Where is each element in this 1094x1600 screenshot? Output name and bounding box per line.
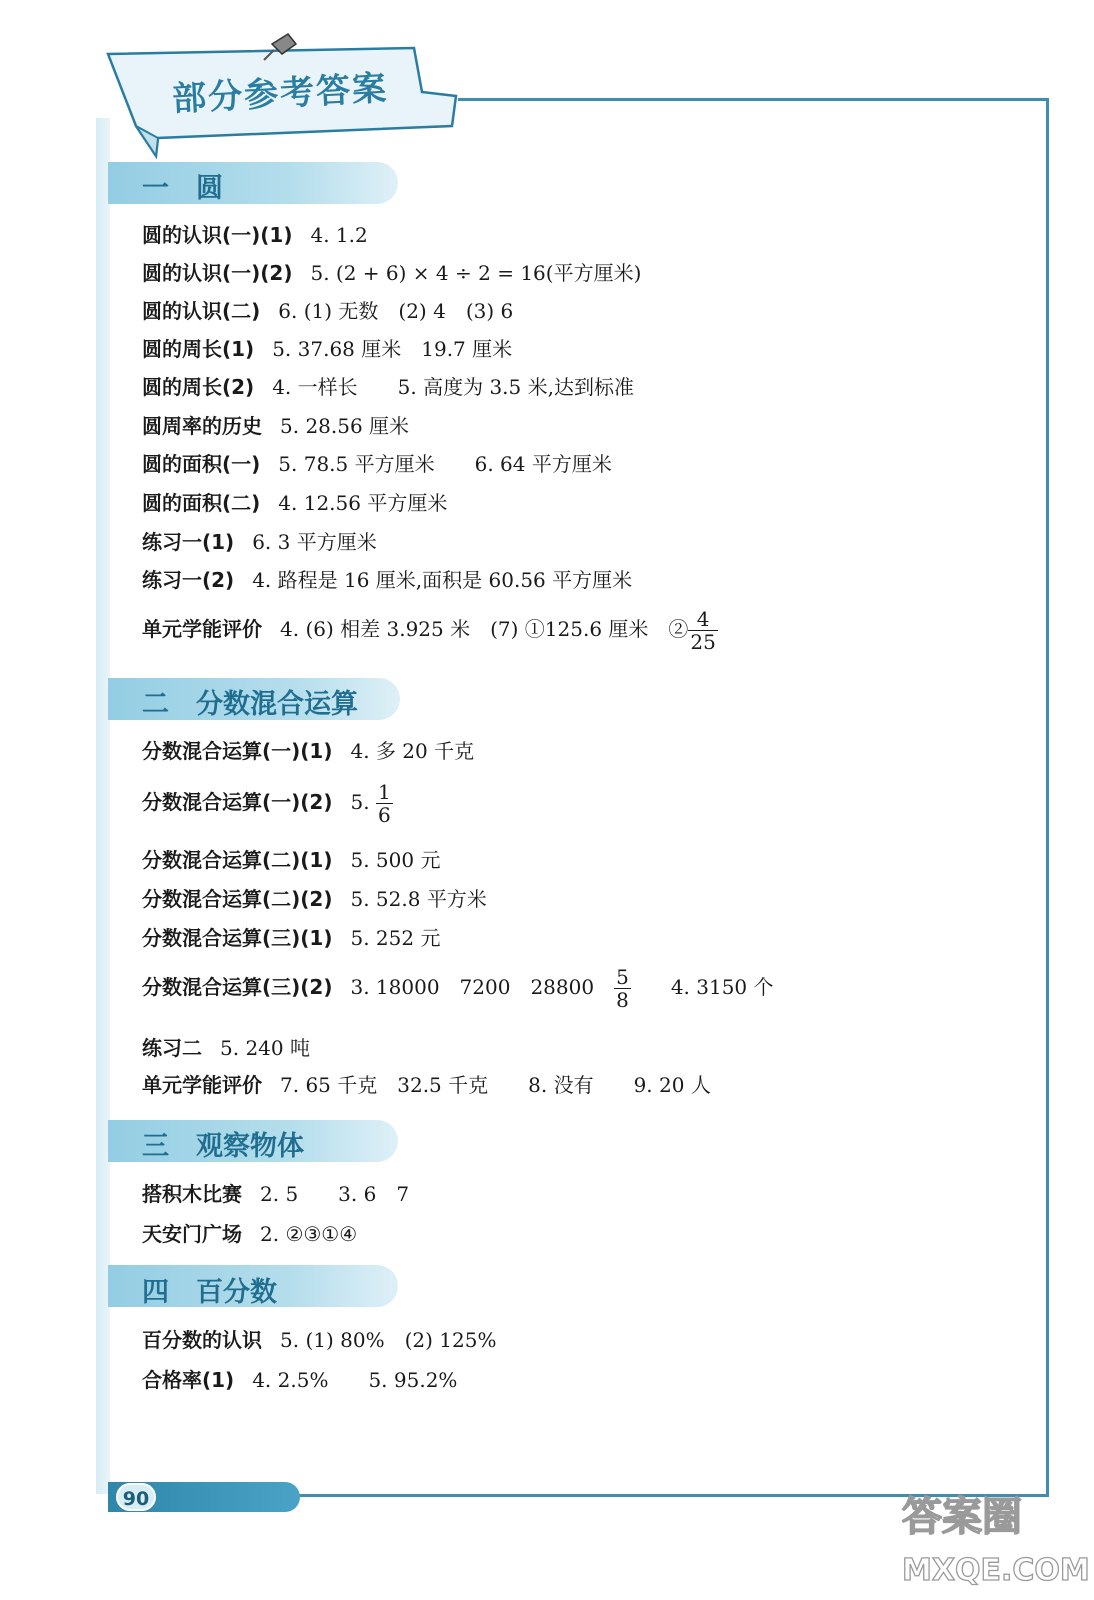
page-title: 部分参考答案 — [171, 68, 390, 120]
list-item — [142, 222, 368, 248]
section-title: 二 分数混合运算 — [142, 689, 358, 720]
item-answer: 5. — [350, 790, 370, 814]
list-item — [142, 925, 440, 951]
item-answer: 5. 28.56 厘米 — [280, 414, 410, 438]
list-item — [142, 529, 377, 555]
item-label: 合格率(1) — [142, 1368, 235, 1392]
fraction: $\frac{4}{25}$ — [690, 607, 716, 654]
item-answer: 5. 78.5 平方厘米 6. 64 平方厘米 — [278, 452, 612, 476]
list-item — [142, 567, 632, 593]
item-answer: 5. 240 吨 — [220, 1036, 310, 1060]
page-top-border — [458, 98, 1049, 101]
item-answer: 4. 路程是 16 厘米,面积是 60.56 平方厘米 — [252, 568, 633, 592]
fraction: $\frac{5}{8}$ — [616, 965, 629, 1012]
section-title: 三 观察物体 — [142, 1131, 304, 1162]
item-label: 百分数的认识 — [142, 1328, 262, 1352]
item-answer: 6. (1) 无数 (2) 4 (3) 6 — [278, 299, 514, 323]
list-item — [142, 336, 512, 362]
item-label: 单元学能评价 — [142, 1073, 262, 1097]
item-answer: 4. (6) 相差 3.925 米 (7) ①125.6 厘米 ② — [280, 617, 689, 641]
item-label: 圆的面积(一) — [142, 452, 261, 476]
item-label: 圆的面积(二) — [142, 491, 261, 515]
item-label: 圆的周长(1) — [142, 337, 255, 361]
list-item — [142, 490, 447, 516]
section-title: 四 百分数 — [142, 1277, 277, 1308]
watermark-url: MXQE.COM — [902, 1553, 1090, 1588]
item-answer: 4. 1.2 — [310, 223, 368, 247]
page-right-border — [1046, 98, 1049, 1496]
item-label: 分数混合运算(三)(1) — [142, 926, 333, 950]
item-answer: 4. 12.56 平方厘米 — [278, 491, 448, 515]
item-answer: 2. 5 3. 6 7 — [260, 1182, 410, 1206]
item-label: 单元学能评价 — [142, 617, 262, 641]
list-item — [142, 260, 641, 286]
item-label: 分数混合运算(一)(2) — [142, 790, 333, 814]
item-label: 圆的周长(2) — [142, 375, 255, 399]
list-item — [142, 1035, 310, 1061]
item-label: 圆的认识(一)(2) — [142, 261, 293, 285]
item-answer: 5. (2 + 6) × 4 ÷ 2 = 16(平方厘米) — [310, 261, 642, 285]
item-label: 分数混合运算(三)(2) — [142, 975, 333, 999]
list-item — [142, 608, 718, 653]
list-item — [142, 886, 487, 912]
item-answer: 6. 3 平方厘米 — [252, 530, 377, 554]
item-answer: 5. 37.68 厘米 19.7 厘米 — [272, 337, 513, 361]
item-label: 练习一(2) — [142, 568, 235, 592]
item-answer: 3. 18000 7200 28800 — [350, 975, 595, 999]
list-item — [142, 1327, 496, 1353]
item-label: 练习一(1) — [142, 530, 235, 554]
item-label: 天安门广场 — [142, 1222, 242, 1246]
item-label: 圆周率的历史 — [142, 414, 262, 438]
item-answer: 4. 多 20 千克 — [350, 739, 475, 763]
list-item — [142, 1221, 357, 1247]
item-label: 搭积木比赛 — [142, 1182, 242, 1206]
item-answer: 7. 65 千克 32.5 千克 8. 没有 9. 20 人 — [280, 1073, 711, 1097]
item-answer: 5. (1) 80% (2) 125% — [280, 1328, 497, 1352]
item-answer: 4. 一样长 5. 高度为 3.5 米,达到标准 — [272, 375, 634, 399]
item-answer: 4. 2.5% 5. 95.2% — [252, 1368, 458, 1392]
item-label: 分数混合运算(二)(1) — [142, 848, 333, 872]
watermark-logo: 答案圈 — [902, 1494, 1022, 1540]
item-label: 分数混合运算(二)(2) — [142, 887, 333, 911]
list-item — [142, 781, 393, 826]
fraction: $\frac{1}{6}$ — [377, 780, 391, 827]
list-item — [142, 738, 474, 764]
list-item — [142, 298, 513, 324]
list-item — [142, 1367, 457, 1393]
item-label: 分数混合运算(一)(1) — [142, 739, 333, 763]
page-number: 90 — [116, 1483, 156, 1511]
list-item — [142, 966, 774, 1011]
item-label: 练习二 — [142, 1036, 202, 1060]
list-item — [142, 1072, 711, 1098]
list-item — [142, 451, 612, 477]
item-answer: 5. 52.8 平方米 — [350, 887, 487, 911]
watermark — [896, 1484, 1090, 1594]
item-answer: 5. 252 元 — [350, 926, 441, 950]
list-item — [142, 413, 409, 439]
section-title: 一 圆 — [142, 173, 223, 204]
item-answer-extra: 4. 3150 个 — [670, 975, 774, 999]
item-label: 圆的认识(一)(1) — [142, 223, 293, 247]
list-item — [142, 1181, 409, 1207]
item-answer: 2. ②③①④ — [260, 1222, 358, 1246]
list-item — [142, 374, 634, 400]
item-answer: 5. 500 元 — [350, 848, 441, 872]
list-item — [142, 847, 440, 873]
item-label: 圆的认识(二) — [142, 299, 261, 323]
